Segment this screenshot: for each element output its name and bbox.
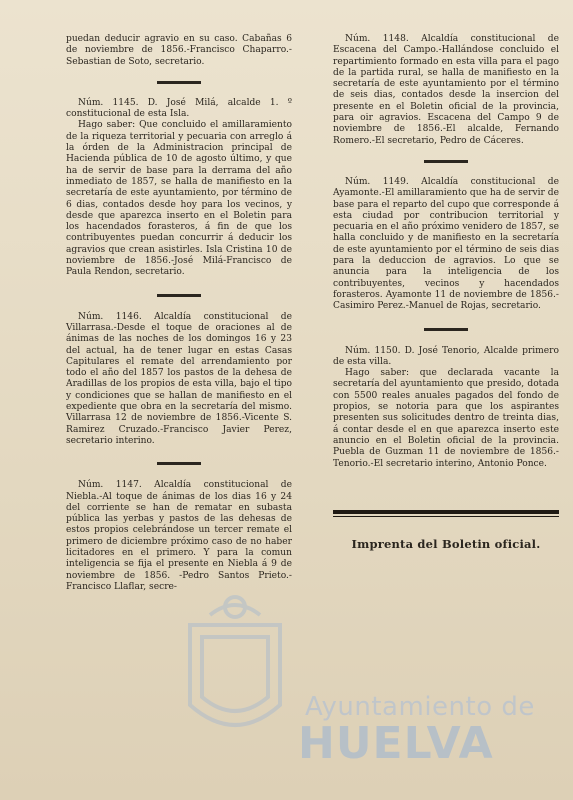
separator-rule xyxy=(424,160,468,163)
article-1149 xyxy=(333,177,559,313)
article-1150 xyxy=(333,346,559,470)
continuation-text: puedan deducir agravio en su caso. Cabañas 6 de noviembre de 1856.-Francisco Chaparro.-Sebastian de Soto, secretario. xyxy=(66,34,292,67)
article-1146 xyxy=(66,312,292,448)
right-column xyxy=(333,34,559,550)
separator-rule xyxy=(424,328,468,331)
article-1149-heading: Núm. 1149. Alcaldía constitucional de Ayamonte.-El amillaramiento que ha de servir de base para el reparto del cupo que corresponde á esta ciudad por contribucion territorial y pecuaria en el año próximo venidero de 1857, se halla concluido y de manifiesto en la secretaría de este ayuntamiento por el término de seis dias para la deduccion de agravios. Lo que se anuncia para la inteligencia de los contribuyentes, vecinos y hacendados forasteros. Ayamonte 11 de noviembre de 1856.-Casimiro Perez.-Manuel de Rojas, secretario. xyxy=(333,176,559,312)
separator-rule xyxy=(157,294,201,297)
closing-rule-thick xyxy=(333,510,559,514)
watermark-line-1: Ayuntamiento de xyxy=(305,692,535,722)
article-1145-heading: Núm. 1145. D. José Milá, alcalde 1. º constitucional de esta Isla. xyxy=(66,97,292,120)
imprint-line: Imprenta del Boletin oficial. xyxy=(351,536,541,551)
separator-rule xyxy=(157,81,201,84)
left-column xyxy=(66,34,292,593)
article-1150-body: Hago saber: que declarada vacante la secretaría del ayuntamiento que presido, dotada con 5500 reales anuales pagados del fondo de propios, se notoria para que los aspirantes presenten sus solicitudes dentro de treinta dias, á contar desde el en que aparezca inserto este anuncio en el Boletin oficial de la provincia. Puebla de Guzman 11 de noviembre de 1856.-Tenorio.-El secretario interino, Antonio Ponce. xyxy=(333,368,559,469)
article-1146-heading: Núm. 1146. Alcaldía constitucional de Villarrasa.-Desde el toque de oraciones al de ánimas de las noches de los domingos 16 y 23 del actual, ha de tener lugar en estas Casas Capitulares el remate del arrendamiento por todo el año del 1857 los pastos de la dehesa de Aradillas de los propios de esta villa, bajo el tipo y condiciones que se hallan de manifiesto en el expediente que obra en la secretaría del mismo. Villarrasa 12 de noviembre de 1856.-Vicente S. Ramirez Cruzado.-Francisco Javier Perez, secretario interino. xyxy=(66,311,292,446)
separator-rule xyxy=(157,462,201,465)
closing-double-rule xyxy=(333,510,559,517)
closing-rule-thin xyxy=(333,516,559,517)
watermark-line-2: HUELVA xyxy=(298,718,494,769)
article-1147-heading: Núm. 1147. Alcaldía constitucional de Niebla.-Al toque de ánimas de los dias 16 y 24 del corriente se han de rematar en subasta pública las yerbas y pastos de las dehesas de estos propios celebrándose un tercer remate el primero de diciembre próximo caso de no haber licitadores en el primero. Y para la comun inteligencia se fija el presente en Niebla á 9 de noviembre de 1856. -Pedro Santos Prieto.-Francisco Llaflar, secre- xyxy=(66,480,292,592)
article-1150-heading: Núm. 1150. D. José Tenorio, Alcalde primero de esta villa. xyxy=(333,345,559,367)
article-1145 xyxy=(66,98,292,279)
article-1148 xyxy=(333,34,559,147)
article-1148-heading: Núm. 1148. Alcaldía constitucional de Escacena del Campo.-Hallándose concluido el repartimiento formado en esta villa para el pago de la partida rural, se halla de manifiesto en la secretaría de este ayuntamiento por el término de seis dias, contados desde la insercion del presente en el Boletin oficial de la provincia, para oir agravios. Escacena del Campo 9 de noviembre de 1856.-El alcalde, Fernando Romero.-El secretario, Pedro de Cáceres. xyxy=(333,34,559,146)
article-1145-body: Hago saber: Que concluido el amillaramiento de la riqueza territorial y pecuaria con arreglo á la órden de la Administracion principal de Hacienda pública de 10 de agosto último, y que ha de servir de base para la derrama del año inmediato de 1857, se halla de manifiesto en la secretaría de este ayuntamiento, por término de 6 dias, contados desde hoy para los vecinos, y desde que aparezca inserto en el Boletin para los hacendados forasteros, á fin de que los contribuyentes puedan concurrir á deducir los agravios que crean asistirles. Isla Cristina 10 de noviembre de 1856.-José Milá-Francisco de Paula Rendon, secretario. xyxy=(66,120,292,278)
article-1147 xyxy=(66,480,292,593)
